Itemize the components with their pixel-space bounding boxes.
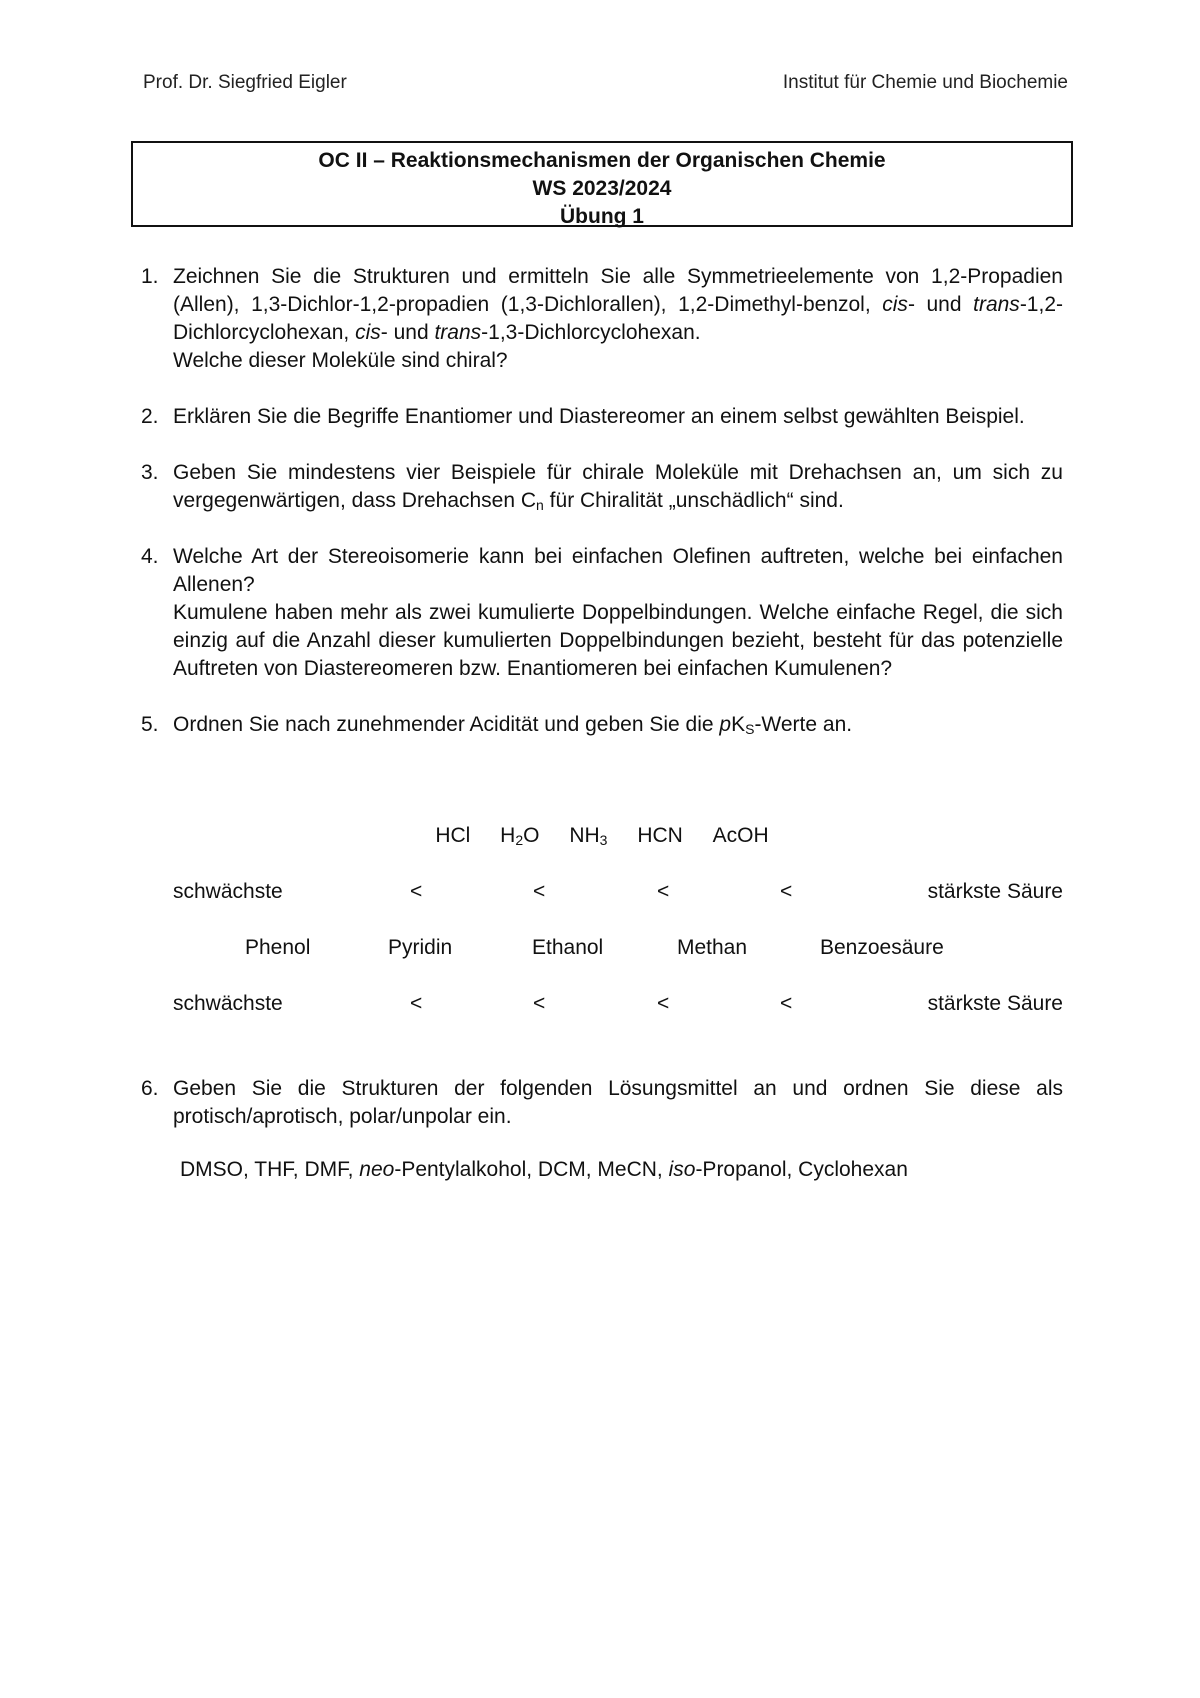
- exercise-number: Übung 1: [560, 205, 644, 228]
- task-4: [141, 543, 1063, 683]
- strongest-label: stärkste Säure: [927, 880, 1063, 903]
- task-list: [141, 263, 1063, 767]
- task-text: Welche Art der Stereoisomerie kann bei einfachen Olefinen auftreten, welche bei einfachen Allenen?: [173, 545, 1063, 596]
- less-than-sign: <: [533, 880, 546, 903]
- less-than-sign: <: [780, 880, 793, 903]
- compound-name: Methan: [677, 936, 748, 959]
- task-text: Zeichnen Sie die Strukturen und ermitteln Sie alle Symmetrieelemente von 1,2-Propadien (Allen), 1,3-Dichlor-1,2-propadien (1,3-Dichlorallen), 1,2-Dimethyl-benzol, cis- und trans-1,2-Dichlorcyclohexan, cis- und trans-1,3-Dichlorcyclohexan.: [173, 265, 1063, 344]
- task-5: [141, 711, 1063, 739]
- less-than-sign: <: [533, 992, 546, 1015]
- compound-name: Benzoesäure: [820, 936, 944, 959]
- formula-h2o: $H_2O$: [500, 824, 540, 848]
- header-author: Prof. Dr. Siegfried Eigler: [143, 72, 347, 93]
- task-number: 1.: [141, 265, 159, 288]
- ordering-row-2: [173, 992, 1063, 1020]
- acid-formula-row: [141, 824, 1063, 848]
- task-3: [141, 459, 1063, 515]
- task-number: 2.: [141, 405, 159, 428]
- formula-hcl: HCl: [435, 824, 471, 847]
- task-number: 4.: [141, 545, 159, 568]
- less-than-sign: <: [410, 880, 423, 903]
- task-text: Geben Sie die Strukturen der folgenden Lösungsmittel an und ordnen Sie diese als protisch/aprotisch, polar/unpolar ein.: [173, 1077, 1063, 1128]
- course-title: OC II – Reaktionsmechanismen der Organischen Chemie: [318, 149, 886, 172]
- task-6: [141, 1075, 1063, 1131]
- weakest-label: schwächste: [173, 992, 283, 1015]
- formula-nh3: $NH_3$: [569, 824, 608, 848]
- task-question: Welche dieser Moleküle sind chiral?: [173, 349, 508, 372]
- weakest-label: schwächste: [173, 880, 283, 903]
- compound-name: Ethanol: [532, 936, 604, 959]
- task-text-2: Kumulene haben mehr als zwei kumulierte Doppelbindungen. Welche einfache Regel, die sich einzig auf die Anzahl dieser kumulierten Doppelbindungen bezieht, besteht für das potenzielle Auftreten von Diastereomeren bzw. Enantiomeren bei einfachen Kumulenen?: [173, 601, 1063, 680]
- semester: WS 2023/2024: [532, 177, 672, 200]
- task-number: 6.: [141, 1077, 159, 1100]
- header-institute: Institut für Chemie und Biochemie: [782, 72, 1068, 93]
- task-number: 5.: [141, 713, 159, 736]
- task-text: Geben Sie mindestens vier Beispiele für chirale Moleküle mit Drehachsen an, um sich zu vergegenwärtigen, dass Drehachsen $C_n$ für Chiralität „unschädlich“ sind.: [173, 461, 1063, 513]
- task-text: Erklären Sie die Begriffe Enantiomer und Diastereomer an einem selbst gewählten Beispiel.: [173, 405, 1025, 428]
- less-than-sign: <: [410, 992, 423, 1015]
- less-than-sign: <: [657, 992, 670, 1015]
- task-text: Ordnen Sie nach zunehmender Acidität und geben Sie die $pK_S$-Werte an.: [173, 713, 853, 737]
- task-list-2: [141, 1075, 1063, 1159]
- task-1: [141, 263, 1063, 375]
- less-than-sign: <: [657, 880, 670, 903]
- solvent-list: DMSO, THF, DMF, neo-Pentylalkohol, DCM, MeCN, iso-Propanol, Cyclohexan: [180, 1158, 908, 1181]
- ordering-row-1: [173, 880, 1063, 908]
- compound-name: Pyridin: [388, 936, 453, 959]
- compound-names-row: [141, 936, 1063, 964]
- strongest-label: stärkste Säure: [927, 992, 1063, 1015]
- title-box: [131, 141, 1073, 227]
- formula-hcn: HCN: [637, 824, 683, 847]
- formula-acoh: AcOH: [712, 824, 769, 847]
- compound-name: Phenol: [245, 936, 311, 959]
- task-2: [141, 403, 1063, 431]
- task-number: 3.: [141, 461, 159, 484]
- less-than-sign: <: [780, 992, 793, 1015]
